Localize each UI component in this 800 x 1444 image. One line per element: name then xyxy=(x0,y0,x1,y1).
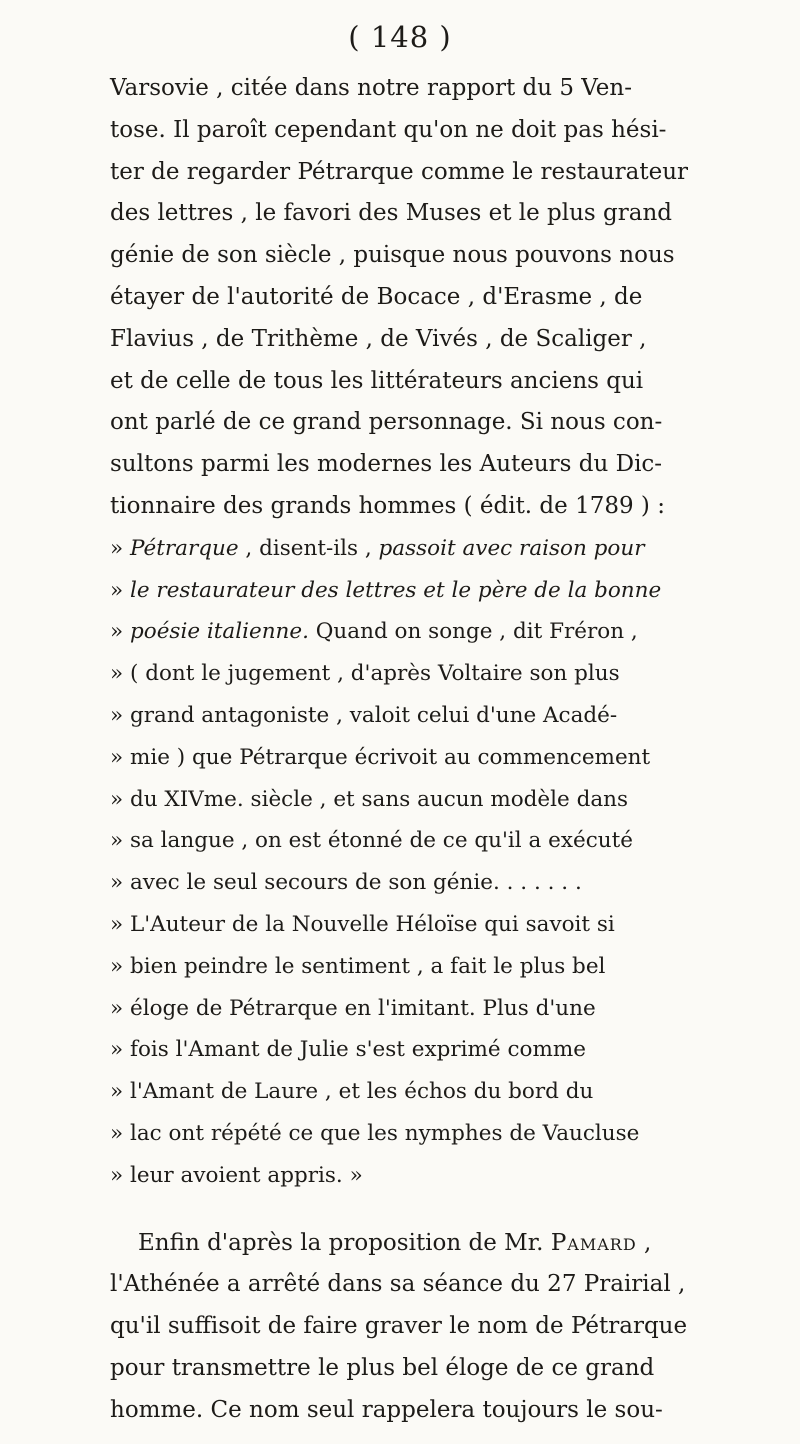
text-line: Varsovie , citée dans notre rapport du 5 Ven- xyxy=(110,75,632,101)
text-line: pour transmettre le plus bel éloge de ce grand xyxy=(110,1354,655,1381)
quote-line: » mie ) que Pétrarque écrivoit au commencement xyxy=(110,744,651,770)
quote-line: » bien peindre le sentiment , a fait le plus bel xyxy=(110,953,606,979)
quote-line: » avec le seul secours de son génie. . . . . . . xyxy=(110,870,582,896)
text-line: qu'il suffisoit de faire graver le nom de Pétrarque xyxy=(110,1313,688,1340)
text-line: ont parlé de ce grand personnage. Si nous con- xyxy=(110,409,663,436)
quote-line: » L'Auteur de la Nouvelle Héloïse qui savoit si xyxy=(110,911,615,937)
person-name: Pamard xyxy=(550,1229,637,1256)
quote-mark: » xyxy=(110,577,130,603)
quote-mark: » xyxy=(110,619,130,645)
quote-text: Quand on songe , dit Fréron , xyxy=(308,619,638,645)
text-line: l'Athénée a arrêté dans sa séance du 27 Prairial , xyxy=(110,1271,686,1298)
body-text xyxy=(110,68,790,1432)
quote-line: » leur avoient appris. » xyxy=(110,1162,363,1188)
text-line: étayer de l'autorité de Bocace , d'Erasme , de xyxy=(110,283,643,310)
quote-name-italic: Pétrarque xyxy=(130,535,239,561)
quote-line: » ( dont le jugement , d'après Voltaire son plus xyxy=(110,661,620,687)
quote-line: » sa langue , on est étonné de ce qu'il a exécuté xyxy=(110,828,633,854)
paragraph-text: , xyxy=(636,1229,652,1256)
text-line: génie de son siècle , puisque nous pouvons nous xyxy=(110,242,675,269)
paragraph-text: Enfin d'après la proposition de Mr. xyxy=(138,1229,551,1256)
quote-line: » lac ont répété ce que les nymphes de Vaucluse xyxy=(110,1120,640,1146)
quote-line: » grand antagoniste , valoit celui d'une Acadé- xyxy=(110,702,618,728)
text-line: ter de regarder Pétrarque comme le restaurateur xyxy=(110,158,689,185)
quote-text: , disent-ils , xyxy=(238,535,379,561)
quote-text-italic: le restaurateur des lettres et le père de la bonne xyxy=(130,577,662,603)
text-line: tose. Il paroît cependant qu'on ne doit pas hési- xyxy=(110,116,667,143)
quote-line xyxy=(110,570,790,612)
text-line: Flavius , de Trithème , de Vivés , de Scaliger , xyxy=(110,325,647,352)
text-line: des lettres , le favori des Muses et le plus grand xyxy=(110,200,673,227)
text-line: tionnaire des grands hommes ( édit. de 1789 ) : xyxy=(110,492,665,519)
page-number: ( 148 ) xyxy=(348,20,452,54)
quote-text-italic: poésie italienne. xyxy=(130,619,309,645)
quote-mark: » xyxy=(110,535,130,561)
quote-text-italic: passoit avec raison pour xyxy=(378,535,645,561)
text-line: sultons parmi les modernes les Auteurs du Dic- xyxy=(110,451,663,478)
quote-line xyxy=(110,528,790,570)
text-line: homme. Ce nom seul rappelera toujours le sou- xyxy=(110,1396,663,1423)
quote-line: » éloge de Pétrarque en l'imitant. Plus d'une xyxy=(110,995,596,1021)
paragraph-first-line xyxy=(110,1223,790,1265)
quote-line: » fois l'Amant de Julie s'est exprimé comme xyxy=(110,1037,586,1063)
quote-line: » du XIVme. siècle , et sans aucun modèle dans xyxy=(110,786,629,812)
paragraph-gap xyxy=(110,1197,790,1223)
quote-line: » l'Amant de Laure , et les échos du bord du xyxy=(110,1079,594,1105)
quote-line xyxy=(110,611,790,653)
text-line: et de celle de tous les littérateurs anciens qui xyxy=(110,367,644,394)
